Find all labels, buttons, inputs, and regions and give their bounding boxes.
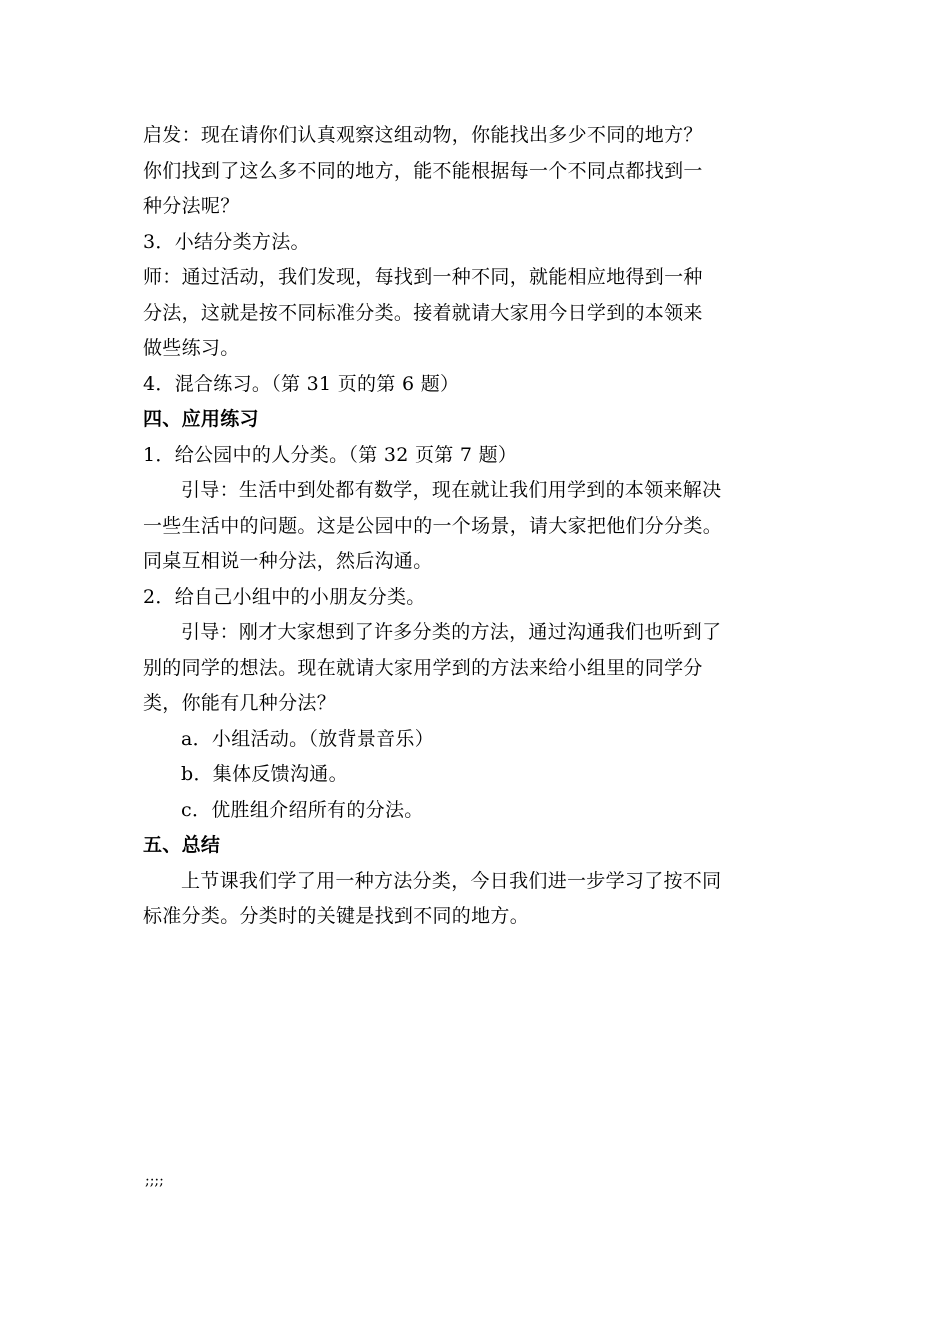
text-line: 你们找到了这么多不同的地方，能不能根据每一个不同点都找到一 bbox=[143, 159, 703, 182]
text-line: c．优胜组介绍所有的分法。 bbox=[181, 798, 424, 821]
text-line: 一些生活中的问题。这是公园中的一个场景，请大家把他们分分类。 bbox=[143, 514, 723, 537]
document-body bbox=[143, 118, 808, 935]
text-line: 上节课我们学了用一种方法分类，今日我们进一步学习了按不同 bbox=[181, 869, 722, 892]
text-line: 标准分类。分类时的关键是找到不同的地方。 bbox=[143, 905, 530, 927]
text-line: 引导：刚才大家想到了许多分类的方法，通过沟通我们也听到了 bbox=[181, 621, 722, 643]
text-line: 启发：现在请你们认真观察这组动物，你能找出多少不同的地方？ bbox=[143, 124, 703, 146]
text-line: 同桌互相说一种分法，然后沟通。 bbox=[143, 550, 433, 572]
text-line: a．小组活动。（放背景音乐） bbox=[181, 727, 435, 750]
section-heading: 五、总结 bbox=[143, 834, 221, 856]
text-line: 种分法呢？ bbox=[143, 195, 240, 217]
text-line: 分法，这就是按不同标准分类。接着就请大家用今日学到的本领来 bbox=[143, 301, 703, 324]
footer-mark: ;;;; bbox=[145, 1173, 164, 1189]
section-heading: 四、应用练习 bbox=[143, 408, 259, 430]
text-line: 类，你能有几种分法？ bbox=[143, 692, 337, 714]
text-line: b．集体反馈沟通。 bbox=[181, 763, 348, 785]
text-line: 4．混合练习。（第 31 页的第 6 题） bbox=[143, 372, 460, 395]
text-line: 1．给公园中的人分类。（第 32 页第 7 题） bbox=[143, 443, 518, 466]
text-line: 2．给自己小组中的小朋友分类。 bbox=[143, 585, 426, 608]
text-line: 引导：生活中到处都有数学，现在就让我们用学到的本领来解决 bbox=[181, 479, 722, 501]
text-line: 师：通过活动，我们发现，每找到一种不同，就能相应地得到一种 bbox=[143, 266, 703, 288]
text-line: 做些练习。 bbox=[143, 337, 240, 359]
text-line: 3．小结分类方法。 bbox=[143, 230, 310, 253]
text-line: 别的同学的想法。现在就请大家用学到的方法来给小组里的同学分 bbox=[143, 656, 703, 679]
